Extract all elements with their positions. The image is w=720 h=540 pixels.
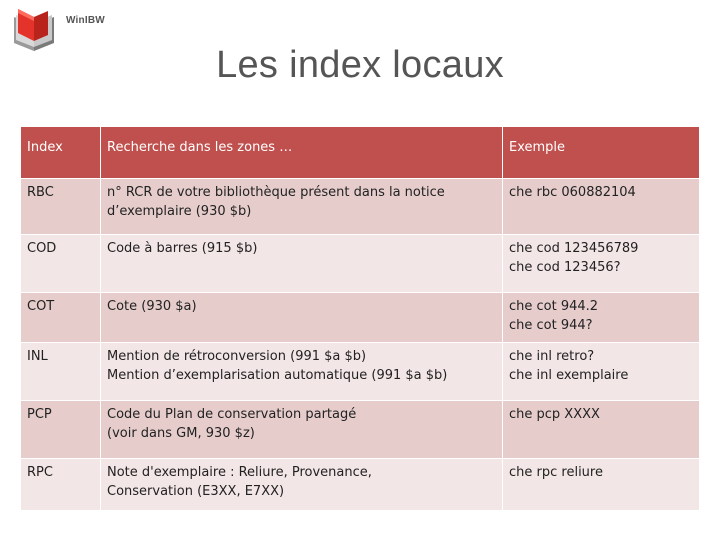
table-row <box>21 235 700 293</box>
index-cell: COD <box>21 235 101 293</box>
column-header-example: Exemple <box>503 127 700 179</box>
index-cell: RPC <box>21 459 101 511</box>
search-line: (voir dans GM, 930 $z) <box>107 426 255 441</box>
search-line: Code du Plan de conservation partagé <box>107 407 357 422</box>
index-cell: RBC <box>21 179 101 235</box>
example-cell <box>503 401 700 459</box>
example-line: che inl retro? <box>509 349 595 364</box>
table-row <box>21 179 700 235</box>
table-row <box>21 401 700 459</box>
column-header-search: Recherche dans les zones … <box>101 127 503 179</box>
index-cell: PCP <box>21 401 101 459</box>
example-cell <box>503 459 700 511</box>
index-cell: INL <box>21 343 101 401</box>
table-row <box>21 459 700 511</box>
column-header-index: Index <box>21 127 101 179</box>
search-line: Cote (930 $a) <box>107 299 197 314</box>
example-line: che inl exemplaire <box>509 368 629 383</box>
logo-text: WinIBW <box>66 15 105 26</box>
example-line: che rpc reliure <box>509 465 603 480</box>
example-line: che cot 944? <box>509 318 593 333</box>
example-line: che cot 944.2 <box>509 299 599 314</box>
search-cell <box>101 293 503 343</box>
example-line: che cod 123456? <box>509 260 621 275</box>
search-cell <box>101 235 503 293</box>
page-title: Les index locaux <box>216 44 504 86</box>
search-line: Mention d’exemplarisation automatique (991 $a $b) <box>107 368 448 383</box>
table-row <box>21 343 700 401</box>
index-cell: COT <box>21 293 101 343</box>
search-line: Code à barres (915 $b) <box>107 241 258 256</box>
example-cell <box>503 343 700 401</box>
table-header-row <box>21 127 700 179</box>
search-line: Mention de rétroconversion (991 $a $b) <box>107 349 367 364</box>
search-line: Conservation (E3XX, E7XX) <box>107 484 285 499</box>
search-line: d’exemplaire (930 $b) <box>107 204 252 219</box>
search-cell <box>101 179 503 235</box>
search-line: Note d'exemplaire : Reliure, Provenance, <box>107 465 372 480</box>
search-cell <box>101 343 503 401</box>
table-row <box>21 293 700 343</box>
example-line: che cod 123456789 <box>509 241 639 256</box>
search-cell <box>101 401 503 459</box>
index-table <box>20 126 700 511</box>
search-cell <box>101 459 503 511</box>
example-cell <box>503 293 700 343</box>
example-cell <box>503 235 700 293</box>
example-line: che rbc 060882104 <box>509 185 636 200</box>
example-line: che pcp XXXX <box>509 407 600 422</box>
example-cell <box>503 179 700 235</box>
search-line: n° RCR de votre bibliothèque présent dans la notice <box>107 185 445 200</box>
